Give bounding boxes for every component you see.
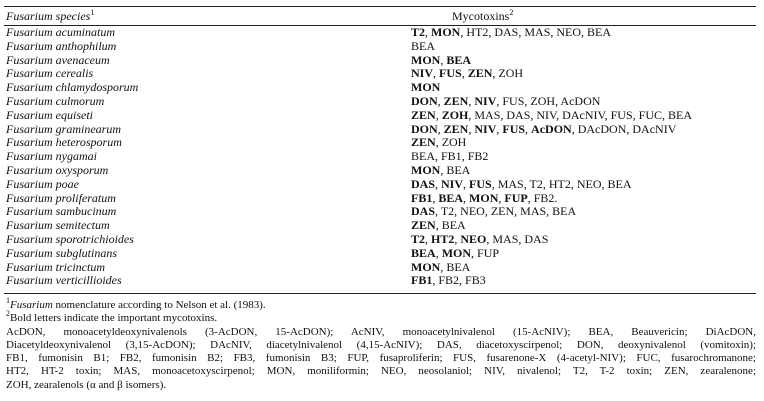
important-mycotoxin: ZEN	[443, 93, 469, 108]
mycotoxin-list: BEA, FB1, FB2	[411, 149, 489, 164]
mycotoxin: DAcNIV	[632, 121, 677, 136]
table-row	[6, 95, 756, 109]
species-name	[6, 192, 116, 206]
mycotoxin-list: NIV, FUS, ZEN, ZOH	[411, 66, 524, 81]
mycotoxin-list: DON, ZEN, NIV, FUS, ZOH, AcDON	[411, 93, 601, 108]
species-genus: Fusarium	[6, 66, 53, 81]
species-epithet: anthophilum	[55, 38, 117, 53]
species-name	[6, 150, 97, 164]
species-name	[6, 205, 116, 219]
mycotoxin: FB1	[441, 149, 462, 164]
species-name	[6, 247, 117, 261]
species-name	[6, 67, 93, 81]
important-mycotoxin: FUS	[439, 66, 462, 81]
mycotoxin: DAS	[494, 25, 519, 39]
mycotoxin: HT2	[466, 25, 489, 39]
mycotoxin-list: DON, ZEN, NIV, FUS, AcDON, DAcDON, DAcNIV	[411, 121, 677, 136]
species-epithet: heterosporum	[55, 135, 122, 150]
abbreviations-line: ZOH, zearalenols (α and β isomers).	[6, 378, 167, 391]
species-name	[6, 261, 105, 275]
species-name	[6, 123, 121, 137]
table-row	[6, 150, 756, 164]
mycotoxin: BEA	[667, 107, 692, 122]
important-mycotoxin: BEA	[438, 190, 464, 205]
important-mycotoxin: DON	[411, 121, 438, 136]
important-mycotoxin: MON	[431, 25, 461, 39]
species-epithet: oxysporum	[55, 162, 109, 177]
mycotoxin: FUS	[502, 93, 525, 108]
mycotoxin: FB2	[438, 273, 460, 288]
important-mycotoxin: NIV	[441, 176, 464, 191]
species-epithet: sporotrichioides	[55, 231, 134, 246]
table-bottom-rule	[4, 293, 756, 294]
important-mycotoxin: MON	[411, 259, 441, 274]
important-mycotoxin: ZEN	[411, 135, 436, 150]
species-epithet: proliferatum	[55, 190, 116, 205]
mycotoxin-list: DAS, NIV, FUS, MAS, T2, HT2, NEO, BEA	[411, 176, 632, 191]
mycotoxins-footnote-marker: 2	[509, 8, 514, 17]
table-row	[6, 109, 756, 123]
mycotoxin: MAS	[492, 231, 519, 246]
mycotoxin: DAcNIV	[562, 107, 605, 122]
mycotoxin: HT2	[548, 176, 571, 191]
important-mycotoxin: AcDON	[531, 121, 572, 136]
mycotoxin-list: BEA, MON, FUP	[411, 245, 500, 260]
mycotoxin-list: T2, HT2, NEO, MAS, DAS	[411, 231, 549, 246]
species-genus: Fusarium	[6, 52, 53, 67]
species-epithet: poae	[55, 176, 79, 191]
mycotoxin: FB3	[465, 273, 486, 288]
important-mycotoxin: NIV	[411, 66, 434, 81]
mycotoxin: FUP	[477, 245, 500, 260]
species-genus: Fusarium	[6, 25, 53, 39]
important-mycotoxin: MON	[411, 52, 441, 67]
important-mycotoxin: NEO	[460, 231, 487, 246]
mycotoxin: BEA	[411, 38, 435, 53]
species-genus: Fusarium	[6, 190, 53, 205]
species-epithet: cerealis	[55, 66, 94, 81]
species-genus: Fusarium	[6, 121, 53, 136]
important-mycotoxin: HT2	[431, 231, 455, 246]
table-row	[6, 26, 756, 40]
important-mycotoxin: T2	[411, 25, 426, 39]
mycotoxin-list: DAS, T2, NEO, ZEN, MAS, BEA	[411, 204, 577, 219]
important-mycotoxin: ZEN	[443, 121, 469, 136]
mycotoxin: BEA	[552, 204, 577, 219]
table-row	[6, 274, 756, 288]
mycotoxin: BEA	[446, 162, 471, 177]
mycotoxin-list: FB1, BEA, MON, FUP, FB2.	[411, 190, 558, 205]
table-row	[6, 40, 756, 54]
species-epithet: avenaceum	[55, 52, 110, 67]
mycotoxin: MAS	[497, 176, 524, 191]
important-mycotoxin: ZEN	[467, 66, 493, 81]
abbreviations	[6, 326, 756, 392]
mycotoxin: DAS	[524, 231, 549, 246]
table-row	[6, 192, 756, 206]
important-mycotoxin: ZEN	[411, 218, 436, 233]
mycotoxin: T2	[440, 204, 455, 219]
abbreviations-line: AcDON, monoacetyldeoxynivalenols (3-AcDON, 15-AcDON); AcNIV, monoacetylnivalenol (15-AcNIV); BEA, Beauvericin; DiAcDON,	[6, 325, 756, 338]
mycotoxin: BEA	[587, 25, 612, 39]
species-name	[6, 54, 110, 68]
mycotoxin-list	[411, 81, 440, 95]
species-genus: Fusarium	[6, 93, 53, 108]
species-name	[6, 95, 104, 109]
species-name	[6, 136, 122, 150]
mycotoxin: NIV	[536, 107, 557, 122]
species-name	[6, 40, 116, 54]
table-row	[6, 247, 756, 261]
table-top-rule	[4, 6, 756, 7]
important-mycotoxin: FUP	[504, 190, 528, 205]
important-mycotoxin: MON	[411, 162, 441, 177]
mycotoxin: FB2	[533, 190, 555, 205]
mycotoxin: NEO	[556, 25, 582, 39]
species-header-label: Fusarium species	[6, 9, 91, 23]
mycotoxins-header-label: Mycotoxins	[452, 9, 510, 23]
mycotoxin: FUS	[610, 107, 633, 122]
species-epithet: semitectum	[55, 218, 110, 233]
species-name	[6, 81, 138, 95]
species-genus: Fusarium	[6, 273, 53, 288]
mycotoxin-list	[411, 40, 435, 54]
table-row	[6, 123, 756, 137]
important-mycotoxin: DAS	[411, 176, 436, 191]
mycotoxin: BEA	[441, 218, 466, 233]
table-row	[6, 81, 756, 95]
important-mycotoxin: FB1	[411, 190, 433, 205]
species-epithet: graminearum	[55, 121, 122, 136]
table-row	[6, 219, 756, 233]
species-epithet: nygamai	[55, 149, 97, 164]
important-mycotoxin: MON	[441, 245, 472, 260]
species-name	[6, 109, 93, 123]
table-row	[6, 205, 756, 219]
species-genus: Fusarium	[6, 245, 53, 260]
table-row	[6, 178, 756, 192]
abbreviations-line: HT2, HT-2 toxin; MAS, monoacetoxyscirpenol; MON, moniliformin; NEO, neosolaniol; NIV, nivalenol; T2, T-2 toxin; ZEN, zearalenone;	[6, 365, 756, 378]
mycotoxin-list: ZEN, ZOH, MAS, DAS, NIV, DAcNIV, FUS, FUC, BEA	[411, 107, 692, 122]
mycotoxin: MAS	[524, 25, 551, 39]
table-body	[6, 26, 756, 288]
important-mycotoxin: MON	[411, 80, 441, 95]
important-mycotoxin: NIV	[474, 121, 497, 136]
species-epithet: sambucinum	[55, 204, 117, 219]
mycotoxin-suffix: .	[554, 190, 558, 205]
species-genus: Fusarium	[6, 218, 53, 233]
species-genus: Fusarium	[6, 107, 53, 122]
important-mycotoxin: ZEN	[411, 107, 436, 122]
footnote-1-genus: Fusarium	[10, 299, 53, 311]
species-column-header	[6, 9, 94, 24]
mycotoxin: DAcDON	[577, 121, 627, 136]
mycotoxins-column-header	[452, 9, 513, 24]
important-mycotoxin: FUS	[502, 121, 526, 136]
mycotoxin: BEA	[411, 149, 435, 164]
mycotoxin: MAS	[520, 204, 547, 219]
species-epithet: verticillioides	[55, 273, 122, 288]
mycotoxin-list: ZEN, BEA	[411, 218, 466, 233]
species-name	[6, 164, 108, 178]
mycotoxin: BEA	[607, 176, 632, 191]
mycotoxin: MAS	[474, 107, 501, 122]
species-genus: Fusarium	[6, 204, 53, 219]
abbreviations-line: Diacetyldeoxynivalenol (3,15-AcDON); DAcNIV, diacetylnivalenol (4,15-AcNIV); DAS, diacetoxyscirpenol; DON, deoxynivalenol (vomitoxin);	[6, 338, 756, 351]
species-name	[6, 26, 115, 40]
species-name	[6, 233, 134, 247]
species-genus: Fusarium	[6, 176, 53, 191]
species-epithet: acuminatum	[55, 25, 115, 39]
table-row	[6, 164, 756, 178]
important-mycotoxin: BEA	[446, 52, 472, 67]
species-genus: Fusarium	[6, 135, 53, 150]
species-genus: Fusarium	[6, 38, 53, 53]
important-mycotoxin: NIV	[474, 93, 497, 108]
footnote-1	[6, 296, 756, 312]
mycotoxin: FUC	[638, 107, 662, 122]
footnote-2	[6, 309, 756, 325]
species-epithet: equiseti	[55, 107, 93, 122]
important-mycotoxin: DON	[411, 93, 438, 108]
species-genus: Fusarium	[6, 80, 53, 95]
table-footnotes	[6, 296, 756, 392]
mycotoxin-list: MON, BEA	[411, 52, 472, 67]
mycotoxin: FB2	[467, 149, 489, 164]
mycotoxin: NEO	[576, 176, 602, 191]
important-mycotoxin: T2	[411, 231, 426, 246]
important-mycotoxin: MON	[469, 190, 499, 205]
species-genus: Fusarium	[6, 231, 53, 246]
mycotoxin: NEO	[460, 204, 485, 219]
species-name	[6, 178, 79, 192]
mycotoxin: ZOH	[441, 135, 467, 150]
mycotoxin: DAS	[506, 107, 531, 122]
species-genus: Fusarium	[6, 149, 53, 164]
important-mycotoxin: DAS	[411, 204, 436, 219]
important-mycotoxin: FUS	[469, 176, 492, 191]
abbreviations-line: FB1, fumonisin B1; FB2, fumonisin B2; FB3, fumonisin B3; FUP, fusaproliferin; FUS, fusarenone-X (4-acetyl-NIV); FUC, fusarochromanone;	[6, 352, 756, 365]
footnote-2-text: Bold letters indicate the important mycotoxins.	[10, 312, 218, 325]
species-genus: Fusarium	[6, 162, 53, 177]
species-name	[6, 219, 110, 233]
species-name	[6, 274, 122, 288]
footnote-1-text: nomenclature according to Nelson et al. (1983).	[52, 299, 266, 311]
mycotoxin-list: MON, BEA	[411, 259, 471, 274]
table-row	[6, 233, 756, 247]
species-epithet: tricinctum	[55, 259, 105, 274]
important-mycotoxin: FB1	[411, 273, 433, 288]
mycotoxin-list: ZEN, ZOH	[411, 135, 467, 150]
mycotoxin: T2	[529, 176, 543, 191]
mycotoxin: BEA	[446, 259, 471, 274]
important-mycotoxin: ZOH	[441, 107, 469, 122]
mycotoxin-list: T2, MON, HT2, DAS, MAS, NEO, BEA	[411, 25, 612, 39]
mycotoxin: ZOH	[498, 66, 524, 81]
table-row	[6, 67, 756, 81]
species-genus: Fusarium	[6, 259, 53, 274]
mycotoxin: AcDON	[560, 93, 601, 108]
footnote-2-marker: 2	[6, 309, 10, 319]
important-mycotoxin: BEA	[411, 245, 436, 260]
species-epithet: chlamydosporum	[55, 80, 139, 95]
species-epithet: culmorum	[55, 93, 105, 108]
mycotoxin-list: FB1, FB2, FB3	[411, 273, 486, 288]
table-header	[6, 9, 756, 25]
species-footnote-marker: 1	[90, 8, 95, 17]
mycotoxin-list: MON, BEA	[411, 162, 471, 177]
footnote-1-marker: 1	[6, 296, 10, 305]
table-row	[6, 54, 756, 68]
mycotoxin: ZEN	[490, 204, 515, 219]
table-row	[6, 136, 756, 150]
mycotoxin: ZOH	[530, 93, 556, 108]
table-row	[6, 261, 756, 275]
species-epithet: subglutinans	[55, 245, 118, 260]
